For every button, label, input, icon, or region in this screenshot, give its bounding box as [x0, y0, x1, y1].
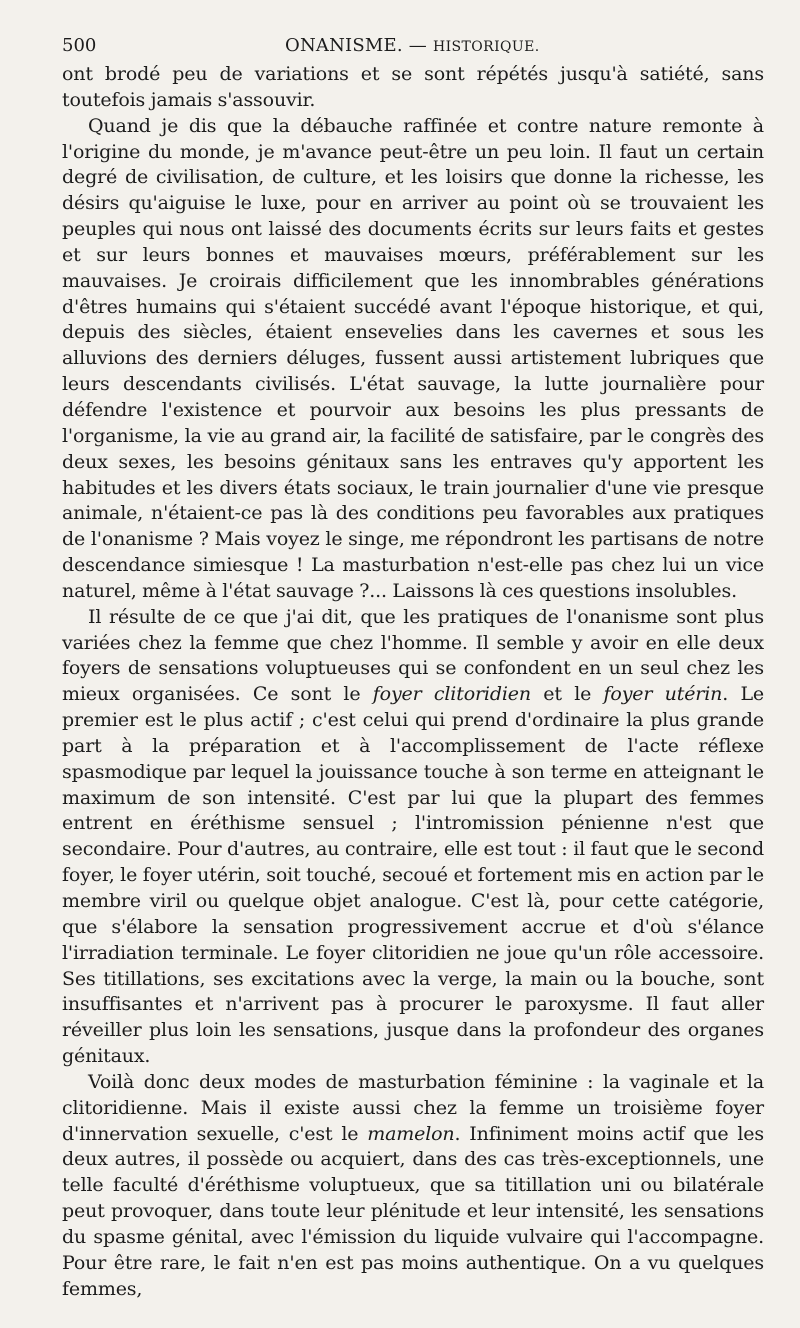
page-number: 500 — [62, 35, 97, 56]
paragraph-continued: ont brodé peu de variations et se sont répétés jusqu'à satiété, sans toutefois jamais s'assouvir. — [62, 63, 764, 111]
running-title-separator: — — [408, 35, 427, 56]
running-title-main: ONANISME. — [285, 35, 403, 56]
italic-term: foyer clitoridien — [372, 683, 531, 706]
italic-term: mamelon — [367, 1122, 455, 1145]
paragraph — [62, 605, 764, 1070]
running-title — [285, 34, 540, 59]
text-run: . Infiniment moins actif que les deux autres, il possède ou acquiert, dans des cas très-exceptionnels, une telle faculté d'éréthisme voluptueux, que sa titillation uni ou bilatérale peut provoquer, dans toute leur plénitude et leur intensité, les sensations du spasme génital, avec l'émission du liquide vulvaire qui l'accompagne. Pour être rare, le fait n'en est pas moins authentique. On a vu quelques femmes, — [62, 1122, 764, 1300]
text-run: Voilà donc deux modes de masturbation féminine : la vaginale et la clitoridienne. Mais il existe aussi chez la femme un troisième foyer d'innervation sexuelle, c'est le — [62, 1070, 764, 1145]
paragraph: Quand je dis que la débauche raffinée et contre nature remonte à l'origine du monde, je m'avance peut-être un peu loin. Il faut un certain degré de civilisation, de culture, et les loisirs que donne la richesse, les désirs qu'aiguise le luxe, pour en arriver au point où se trouvaient les peuples qui nous ont laissé des documents écrits sur leurs faits et gestes et sur leurs bonnes et mauvaises mœurs, préférablement sur les mauvaises. Je croirais difficilement que les innombrables générations d'êtres humains qui s'étaient succédé avant l'époque historique, et qui, depuis des siècles, étaient ensevelies dans les cavernes et sous les alluvions des derniers déluges, fussent aussi artistement lubriques que leurs descendants civilisés. L'état sauvage, la lutte journalière pour défendre l'existence et pourvoir aux besoins les plus pressants de l'organisme, la vie au grand air, la facilité de satisfaire, par le congrès des deux sexes, les besoins génitaux sans les entraves qu'y apportent les habitudes et les divers états sociaux, le train journalier d'une vie presque animale, n'étaient-ce pas là des conditions peu favorables aux pratiques de l'onanisme ? Mais voyez le singe, me répondront les partisans de notre descendance simiesque ! La masturbation n'est-elle pas chez lui un vice naturel, même à l'état sauvage ?... Laissons là ces questions insolubles. — [62, 114, 764, 602]
running-header — [62, 34, 764, 58]
body-text — [62, 62, 764, 1303]
running-title-section: HISTORIQUE. — [433, 39, 540, 55]
paragraph — [62, 1070, 764, 1303]
text-run: et le — [530, 683, 604, 706]
italic-term: foyer utérin — [603, 683, 723, 706]
text-run: Il résulte de ce que j'ai dit, que les pratiques de l'onanisme sont plus variées chez la femme que chez l'homme. Il semble y avoir en elle deux foyers de sensations voluptueuses qui se confondent en un seul chez les mieux organisées. Ce sont le — [62, 605, 764, 706]
text-run: . Le premier est le plus actif ; c'est celui qui prend d'ordinaire la plus grande part à la préparation et à l'accomplissement de l'acte réflexe spasmodique par lequel la jouissance touche à son terme en atteignant le maximum de son intensité. C'est par lui que la plupart des femmes entrent en éréthisme sensuel ; l'intromission pénienne n'est que secondaire. Pour d'autres, au contraire, elle est tout : il faut que le second foyer, le foyer utérin, soit touché, secoué et fortement mis en action par le membre viril ou quelque objet analogue. C'est là, pour cette catégorie, que s'élabore la sensation progressivement accrue et d'où s'élance l'irradiation terminale. Le foyer clitoridien ne joue qu'un rôle accessoire. Ses titillations, ses excitations avec la verge, la main ou la bouche, sont insuffisantes et n'arrivent pas à procurer le paroxysme. Il faut aller réveiller plus loin les sensations, jusque dans la profondeur des organes génitaux. — [62, 683, 765, 1068]
